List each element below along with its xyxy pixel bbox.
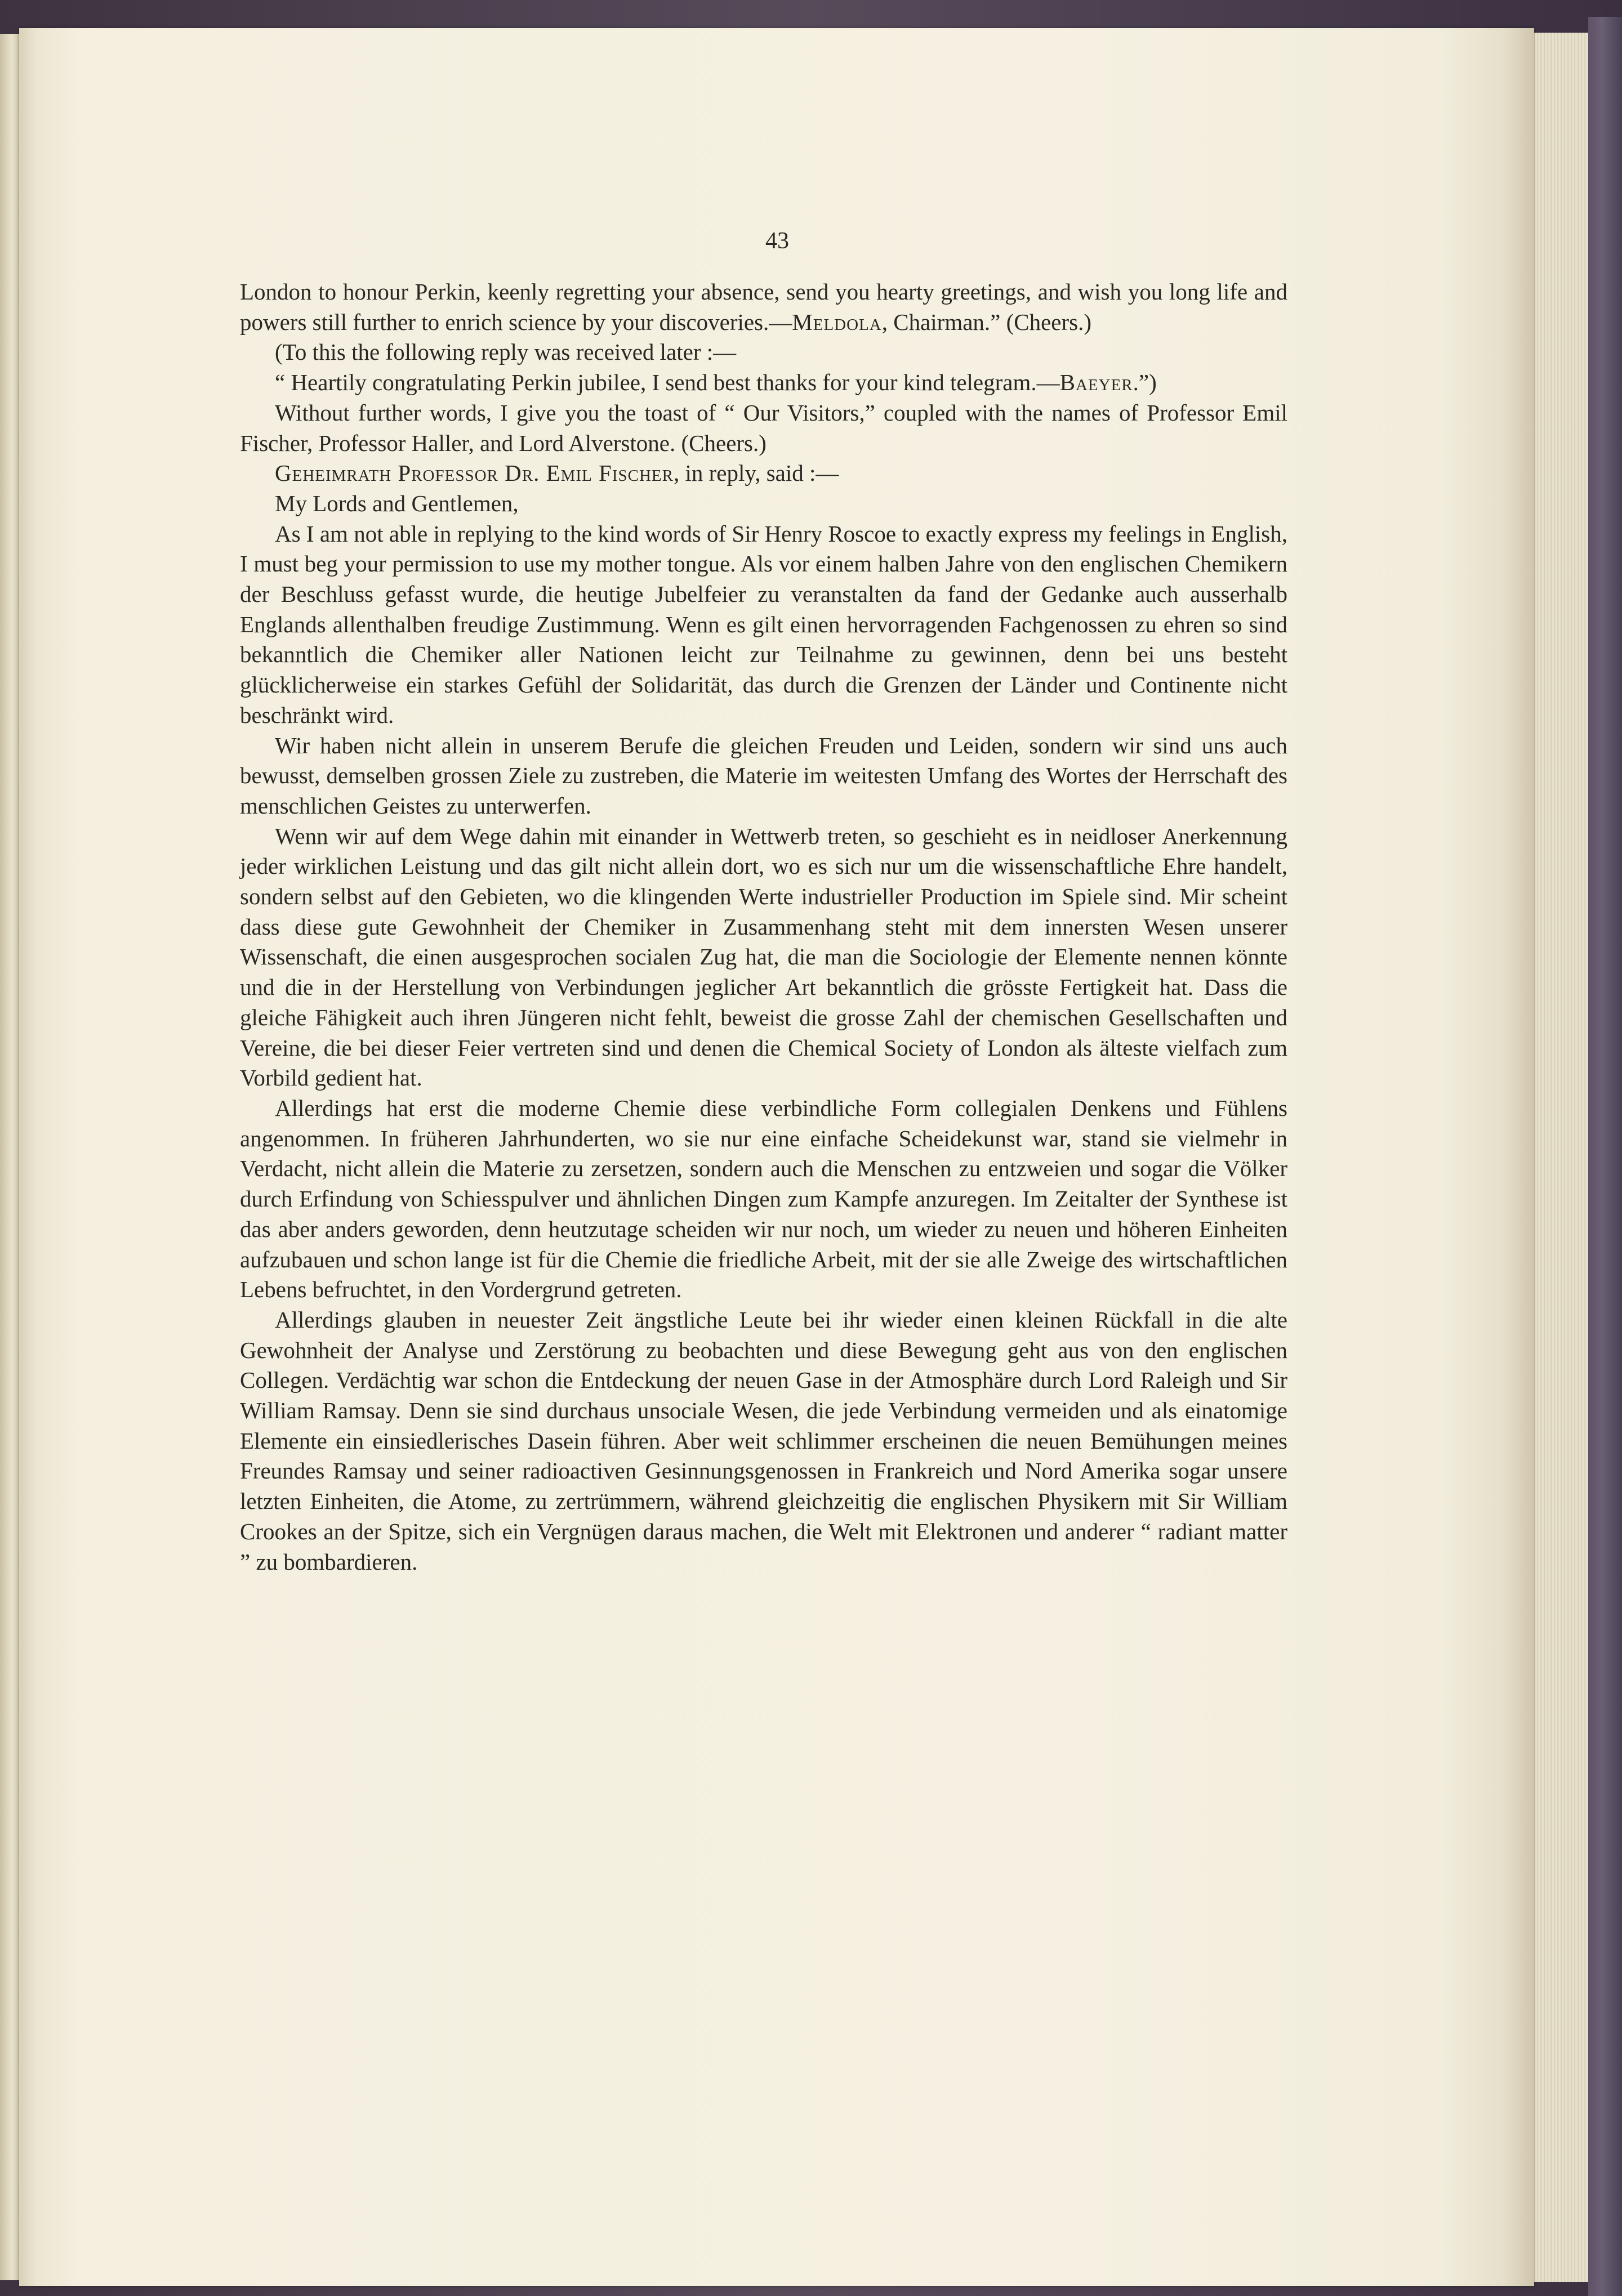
page-number: 43 [765, 228, 789, 254]
paragraph-text: My Lords and Gentlemen, [275, 490, 519, 516]
paragraph-text: .”) [1133, 369, 1157, 396]
paragraph-text: Wenn wir auf dem Wege dahin mit einander in Wettwerb treten, so geschieht es in neidloser Anerkennung jeder wirklichen Leistung und das gilt nicht allein dort, wo es sich nur um die wissenschaftliche Ehre handelt, sondern selbst auf den Gebieten, wo die klingenden Werte industrieller Production im Spiele sind. Mir scheint dass diese gute Gewohnheit der Chemiker in Zusammenhang steht mit dem innersten Wesen unserer Wissenschaft, die einen ausgesprochen socialen Zug hat, die man die Sociologie der Elemente nennen könnte und die in der Herstellung von Verbindungen jeglicher Art bekanntlich die grösste Fertigkeit hat. Dass die gleiche Fähigkeit auch ihren Jüngeren nicht fehlt, beweist die grosse Zahl der chemischen Gesellschaften und Vereine, die bei dieser Feier vertreten sind und denen die Chemical Society of London als älteste vielfach zum Vorbild gedient hat. [240, 823, 1287, 1091]
body-text [240, 277, 1287, 1577]
paragraph-p5 [240, 458, 1287, 489]
paragraph-text: Allerdings hat erst die moderne Chemie diese verbindliche Form collegialen Denkens und Fühlens angenommen. In früheren Jahrhunderten, wo sie nur eine einfache Scheidekunst war, stand sie vielmehr in Verdacht, nicht allein die Materie zu zersetzen, sondern auch die Menschen zu entzweien und sogar die Völker durch Erfindung von Schiesspulver und ähnlichen Dingen zum Kampfe anzuregen. Im Zeitalter der Synthese ist das aber anders geworden, denn heutzutage scheiden wir nur noch, um wieder zu neuen und höheren Einheiten aufzubauen und schon lange ist für die Chemie die friedliche Arbeit, mit der sie alle Zweige des wirtschaftlichen Lebens befruchtet, in den Vordergrund getreten. [240, 1095, 1287, 1303]
paragraph-p10 [240, 1093, 1287, 1305]
paragraph-p8 [240, 731, 1287, 821]
paragraph-p1 [240, 277, 1287, 337]
left-page-edge [0, 34, 19, 2280]
small-caps-text: Baeyer [1059, 369, 1133, 396]
paragraph-p2 [240, 337, 1287, 368]
paragraph-text: “ Heartily congratulating Perkin jubilee, I send best thanks for your kind telegram.— [275, 369, 1060, 396]
paragraph-text: As I am not able in replying to the kind words of Sir Henry Roscoe to exactly express my feelings in English, I must beg your permission to use my mother tongue. Als vor einem halben Jahre von den englischen Chemikern der Beschluss gefasst wurde, die heutige Jubelfeier zu veranstalten da fand der Gedanke auch ausserhalb Englands allenthalben freudige Zustimmung. Wenn es gilt einen hervorragenden Fachgenossen zu ehren so sind bekanntlich die Chemiker aller Nationen leicht zur Teilnahme zu gewinnen, denn bei uns besteht glücklicherweise ein starkes Gefühl der Solidarität, das durch die Grenzen der Länder und Continente nicht beschränkt wird. [240, 520, 1287, 728]
paragraph-text: , Chairman.” (Cheers.) [881, 309, 1092, 335]
paragraph-p11 [240, 1305, 1287, 1577]
paragraph-text: Wir haben nicht allein in unserem Berufe die gleichen Freuden und Leiden, sondern wir sind uns auch bewusst, demselben grossen Ziele zu zustreben, die Materie im weitesten Umfang des Wortes der Herrschaft des menschlichen Geistes zu unterwerfen. [240, 732, 1287, 819]
small-caps-text: Meldola [792, 309, 882, 335]
page-stack-edge [1534, 33, 1589, 2282]
paragraph-text: London to honour Perkin, keenly regretting your absence, send you hearty greetings, and wish you long life and powers still further to enrich science by your discoveries.— [240, 279, 1287, 335]
paragraph-text: Allerdings glauben in neuester Zeit ängstliche Leute bei ihr wieder einen kleinen Rückfall in die alte Gewohnheit der Analyse und Zerstörung zu beobachten und diese Bewegung geht aus von den englischen Collegen. Verdächtig war schon die Entdeckung der neuen Gase in der Atmosphäre durch Lord Raleigh und Sir William Ramsay. Denn sie sind durchaus unsociale Wesen, die jede Verbindung vermeiden und als einatomige Elemente ein einsiedlerisches Dasein führen. Aber weit schlimmer erscheinen die neuen Bemühungen meines Freundes Ramsay und seiner radioactiven Gesinnungsgenossen in Frankreich und Nord Amerika sogar unsere letzten Einheiten, die Atome, zu zertrümmern, während gleichzeitig die englischen Physikern mit Sir William Crookes an der Spitze, sich ein Vergnügen daraus machen, die Welt mit Elektronen und anderer “ radiant matter ” zu bombardieren. [240, 1306, 1287, 1575]
paragraph-p9 [240, 821, 1287, 1093]
paragraph-text: , in reply, said :— [673, 460, 839, 486]
paragraph-p6 [240, 489, 1287, 519]
book-cover-edge [1588, 17, 1622, 2296]
small-caps-text: Geheimrath Professor Dr. Emil Fischer [275, 460, 674, 486]
paragraph-p4 [240, 398, 1287, 458]
paragraph-text: (To this the following reply was received later :— [275, 339, 737, 365]
paragraph-text: Without further words, I give you the toast of “ Our Visitors,” coupled with the names of Professor Emil Fischer, Professor Haller, and Lord Alverstone. (Cheers.) [240, 399, 1287, 456]
paragraph-p7 [240, 519, 1287, 731]
paragraph-p3 [240, 368, 1287, 398]
